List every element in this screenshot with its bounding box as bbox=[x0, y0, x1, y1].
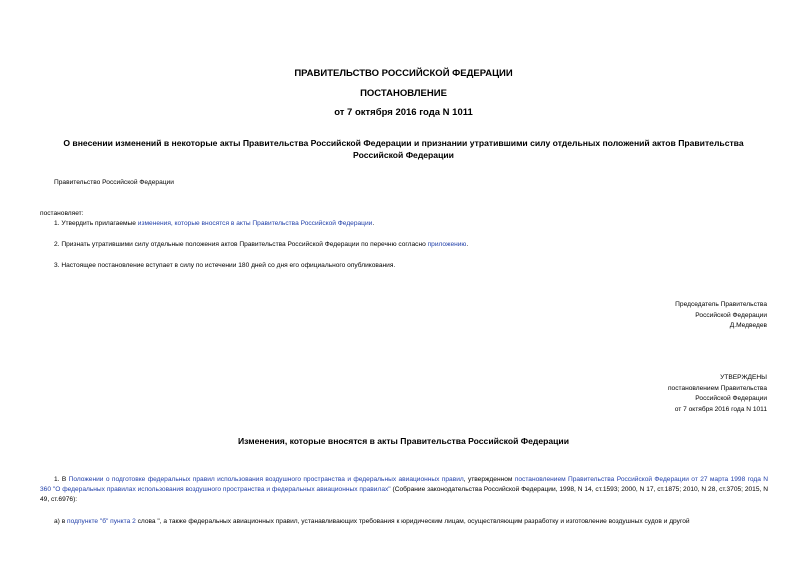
approved-line2: постановлением Правительства bbox=[667, 384, 767, 392]
pa-link[interactable]: подпункте "б" пункта 2 bbox=[67, 518, 136, 525]
signature-line1: Председатель Правительства bbox=[675, 301, 767, 308]
government-header: ПРАВИТЕЛЬСТВО РОССИЙСКОЙ ФЕДЕРАЦИИ bbox=[294, 68, 513, 79]
government-name: Правительство Российской Федерации bbox=[54, 179, 174, 186]
approved-line4: от 7 октября 2016 года N 1011 bbox=[674, 405, 767, 413]
changes-heading: Изменения, которые вносятся в акты Правительства Российской Федерации bbox=[237, 436, 569, 446]
item-1-prefix: 1. Утвердить прилагаемые bbox=[54, 220, 138, 227]
item-1 bbox=[54, 219, 374, 229]
p1-text-c: (Собрание законодательства Российской Федерации, 1998, N 14, ст.1593; 2000, N 17, ст.1875; 2010, N 28, ст.3705; 2015, N 49, ст.6976): bbox=[40, 486, 768, 503]
document-title bbox=[0, 137, 807, 161]
p1-text-b: , утвержденном bbox=[463, 476, 515, 483]
changes-paragraph-a bbox=[40, 517, 768, 527]
item-2 bbox=[54, 240, 468, 250]
document-date-number: от 7 октября 2016 года N 1011 bbox=[334, 107, 473, 118]
document-title-line2: Российской Федерации bbox=[353, 150, 454, 160]
pa-text-b: слова ", а также федеральных авиационных правил, устанавливающих требования к юридическим лицам, осуществляющим разработку и изготовление воздушных судов и другой bbox=[135, 518, 690, 525]
decides-text: постановляет: bbox=[40, 210, 84, 217]
p1-text-a: 1. В bbox=[54, 476, 69, 483]
document-type: ПОСТАНОВЛЕНИЕ bbox=[360, 88, 447, 99]
item-2-suffix: . bbox=[466, 241, 469, 248]
item-2-link[interactable]: приложению bbox=[427, 241, 467, 248]
p1-link-resolution[interactable]: постановлением Правительства Российской Федерации от 27 марта 1998 года N 360 "О федеральных правилах использования воздушного пространства и федеральных авиационных правилах" bbox=[40, 476, 769, 493]
document-title-line1: О внесении изменений в некоторые акты Правительства Российской Федерации и признании утратившими силу отдельных положений актов Правительства bbox=[63, 138, 744, 148]
changes-paragraph-1 bbox=[40, 475, 768, 505]
item-1-link[interactable]: изменения, которые вносятся в акты Правительства Российской Федерации bbox=[137, 220, 373, 227]
p1-link-regulation[interactable]: Положении о подготовке федеральных правил использования воздушного пространства и федеральных авиационных правил bbox=[68, 476, 464, 483]
pa-text-a: а) в bbox=[54, 518, 68, 525]
approved-block bbox=[668, 373, 767, 415]
approved-line1: УТВЕРЖДЕНЫ bbox=[720, 374, 767, 381]
signature-line3: Д.Медведев bbox=[729, 322, 767, 329]
signature-block bbox=[675, 300, 767, 332]
signature-line2: Российской Федерации bbox=[695, 311, 767, 319]
item-2-prefix: 2. Признать утратившими силу отдельные положения актов Правительства Российской Федерации по перечню согласно bbox=[54, 241, 428, 248]
item-3: 3. Настоящее постановление вступает в силу по истечении 180 дней со дня его официального опубликования. bbox=[54, 262, 396, 269]
item-1-suffix: . bbox=[372, 220, 375, 227]
approved-line3: Российской Федерации bbox=[695, 395, 767, 402]
